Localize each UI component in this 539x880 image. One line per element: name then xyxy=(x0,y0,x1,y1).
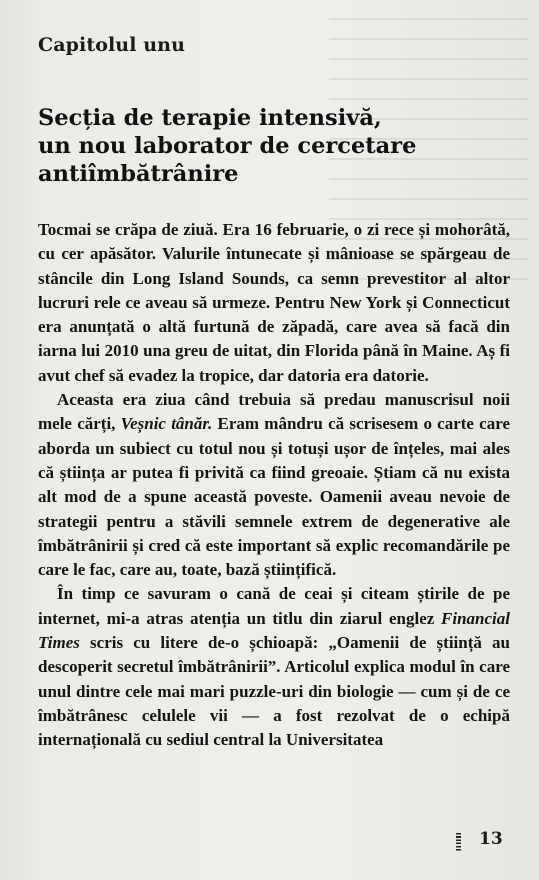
newspaper-title: Financial Times xyxy=(38,608,510,653)
paragraph-text: În timp ce savuram o cană de ceai și citeam știrile de pe internet, mi-a atras atenția un titlu din ziarul englez xyxy=(38,584,510,628)
body-text xyxy=(38,218,510,753)
paragraph-text: Eram mândru că scrisesem o carte care aborda un subiect cu totul nou și totuși ușor de înțeles, mai ales că știința ar putea fi privită ca fiind greoaie. Știam că nu exista alt mod de a spune această poveste. Oamenii aveau nevoie de strategii pentru a stăvili semnele extrem de degenerative ale îmbătrânirii și cred că este important să explic recomandările pe care le fac, care au, toate, bază științifică. xyxy=(38,414,511,580)
book-title: Veșnic tânăr. xyxy=(120,414,213,434)
paragraph-text: scris cu litere de-o șchioapă: „Oamenii de știință au descoperit secretul îmbătrânirii”. Articolul explica modul în care unul dintre cele mai mari puzzle-uri din biologie — cum și de ce îmbătrânesc celulele vii — a fost rezolvat de o echipă internațională cu sediul central la Universitatea xyxy=(38,633,510,750)
paragraph-text: Aceasta era ziua când trebuia să predau manuscrisul noii mele cărți, xyxy=(38,390,510,434)
paragraph-text: Tocmai se crăpa de ziuă. Era 16 februarie, o zi rece și mohorâtă, cu cer apăsător. Valurile întunecate și mânioase se spărgeau de stâncile din Long Island Sounds, ca semn prevestitor al altor lucruri rele ce aveau să urmeze. Pentru New York și Connecticut era anunțată o altă furtună de zăpadă, care avea să facă din iarna lui 2010 una greu de uitat, din Florida până în Maine. Aș fi avut chef să evadez la tropice, dar datoria era datorie. xyxy=(38,220,510,385)
page-marker-icon xyxy=(456,833,461,852)
chapter-title-line: antiîmbătrânire xyxy=(38,161,239,187)
chapter-label: Capitolul unu xyxy=(38,34,185,56)
paragraph xyxy=(38,388,510,582)
page-number: 13 xyxy=(479,829,503,849)
chapter-title xyxy=(38,104,508,188)
chapter-title-line: un nou laborator de cercetare xyxy=(38,133,417,159)
chapter-title-line: Secția de terapie intensivă, xyxy=(38,105,382,131)
paragraph xyxy=(38,582,510,752)
paragraph xyxy=(38,218,510,388)
